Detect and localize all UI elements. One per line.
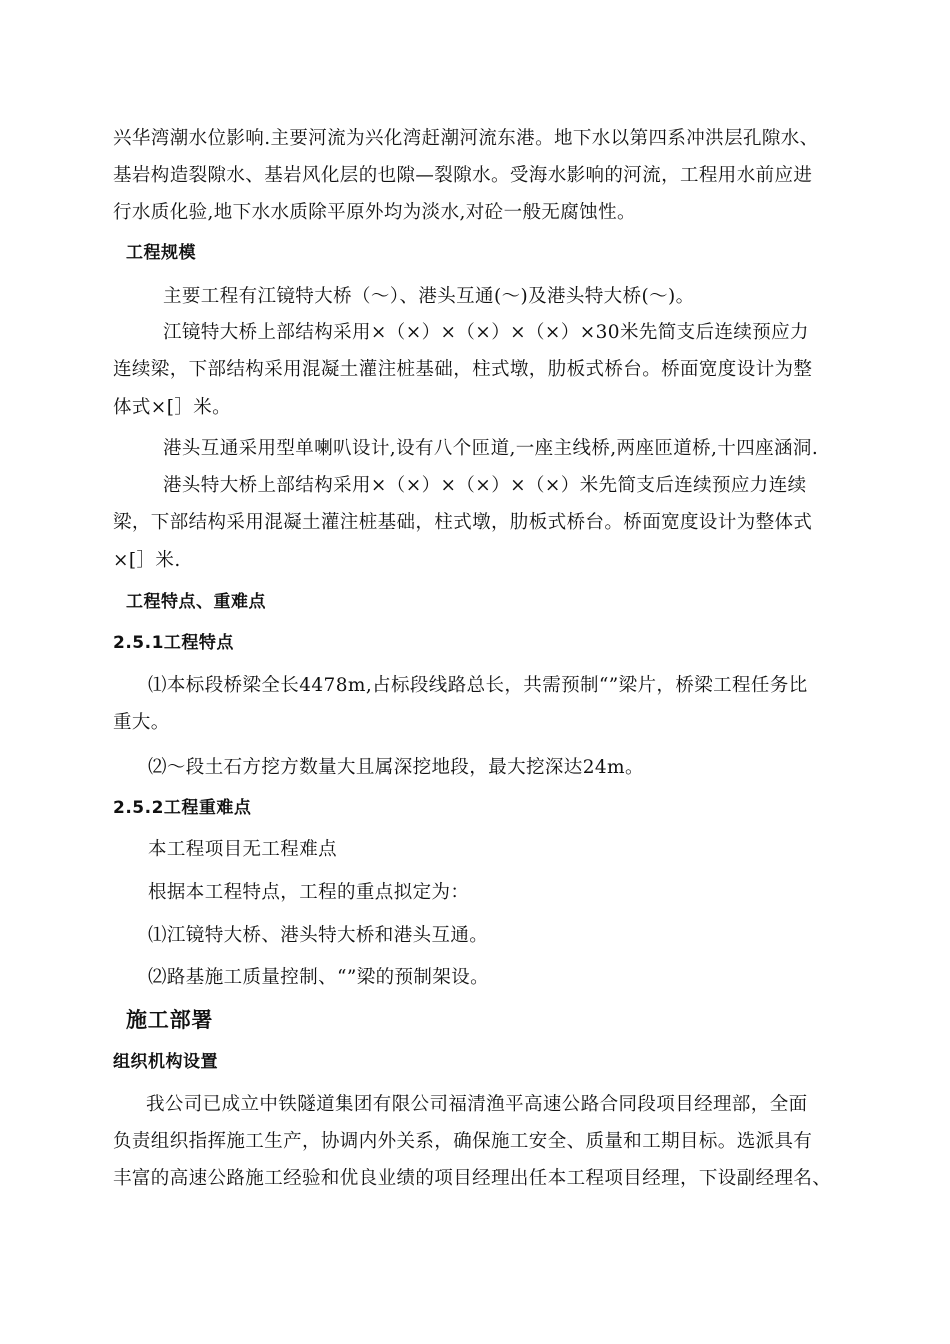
list-item: ⑵～段土石方挖方数量大且属深挖地段，最大挖深达24m。 — [148, 757, 644, 778]
body-text-line: 梁，下部结构采用混凝土灌注桩基础，柱式墩，肋板式桥台。桥面宽度设计为整体式 — [113, 512, 813, 533]
list-item: ⑵路基施工质量控制、“”梁的预制架设。 — [148, 967, 490, 988]
body-text-line: 行水质化验,地下水水质除平原外均为淡水,对砼一般无腐蚀性。 — [113, 202, 636, 223]
subsection-heading-2-5-1: 2.5.1工程特点 — [113, 633, 234, 653]
body-text-line: 本工程项目无工程难点 — [148, 839, 338, 860]
list-item: ⑴本标段桥梁全长4478m,占标段线路总长，共需预制“”梁片，桥梁工程任务比 — [148, 675, 808, 696]
body-text-line: 负责组织指挥施工生产，协调内外关系，确保施工安全、质量和工期目标。选派具有 — [113, 1131, 813, 1152]
body-text-line: 主要工程有江镜特大桥（～）、港头互通(～)及港头特大桥(～)。 — [163, 286, 695, 307]
body-text-line: 江镜特大桥上部结构采用×（×）×（×）×（×）×30米先简支后连续预应力 — [163, 322, 809, 343]
body-text-line: 体式×[］米。 — [113, 397, 232, 418]
body-text-line: 港头特大桥上部结构采用×（×）×（×）×（×）米先简支后连续预应力连续 — [163, 475, 807, 496]
section-heading-features: 工程特点、重难点 — [126, 592, 266, 612]
body-text-line: 连续梁，下部结构采用混凝土灌注桩基础，柱式墩，肋板式桥台。桥面宽度设计为整 — [113, 359, 813, 380]
body-text-line: 兴华湾潮水位影响.主要河流为兴化湾赶潮河流东港。地下水以第四系冲洪层孔隙水、 — [113, 128, 819, 149]
body-text-line: ×[］米. — [113, 550, 181, 571]
body-text-line: 根据本工程特点，工程的重点拟定为： — [148, 882, 470, 903]
body-text-line: 我公司已成立中铁隧道集团有限公司福清渔平高速公路合同段项目经理部，全面 — [146, 1094, 808, 1115]
list-item: ⑴江镜特大桥、港头特大桥和港头互通。 — [148, 925, 489, 946]
body-text-line: 重大。 — [113, 712, 170, 733]
section-heading-scale: 工程规模 — [126, 243, 196, 263]
body-text-line: 丰富的高速公路施工经验和优良业绩的项目经理出任本工程项目经理，下设副经理名、 — [113, 1168, 832, 1189]
body-text-line: 基岩构造裂隙水、基岩风化层的也隙—裂隙水。受海水影响的河流，工程用水前应进 — [113, 165, 813, 186]
chapter-heading-deployment: 施工部署 — [126, 1008, 214, 1032]
subsection-heading-2-5-2: 2.5.2工程重难点 — [113, 798, 252, 818]
body-text-line: 港头互通采用型单喇叭设计,设有八个匝道,一座主线桥,两座匝道桥,十四座涵洞. — [163, 438, 819, 459]
subsection-heading-org: 组织机构设置 — [113, 1052, 218, 1072]
